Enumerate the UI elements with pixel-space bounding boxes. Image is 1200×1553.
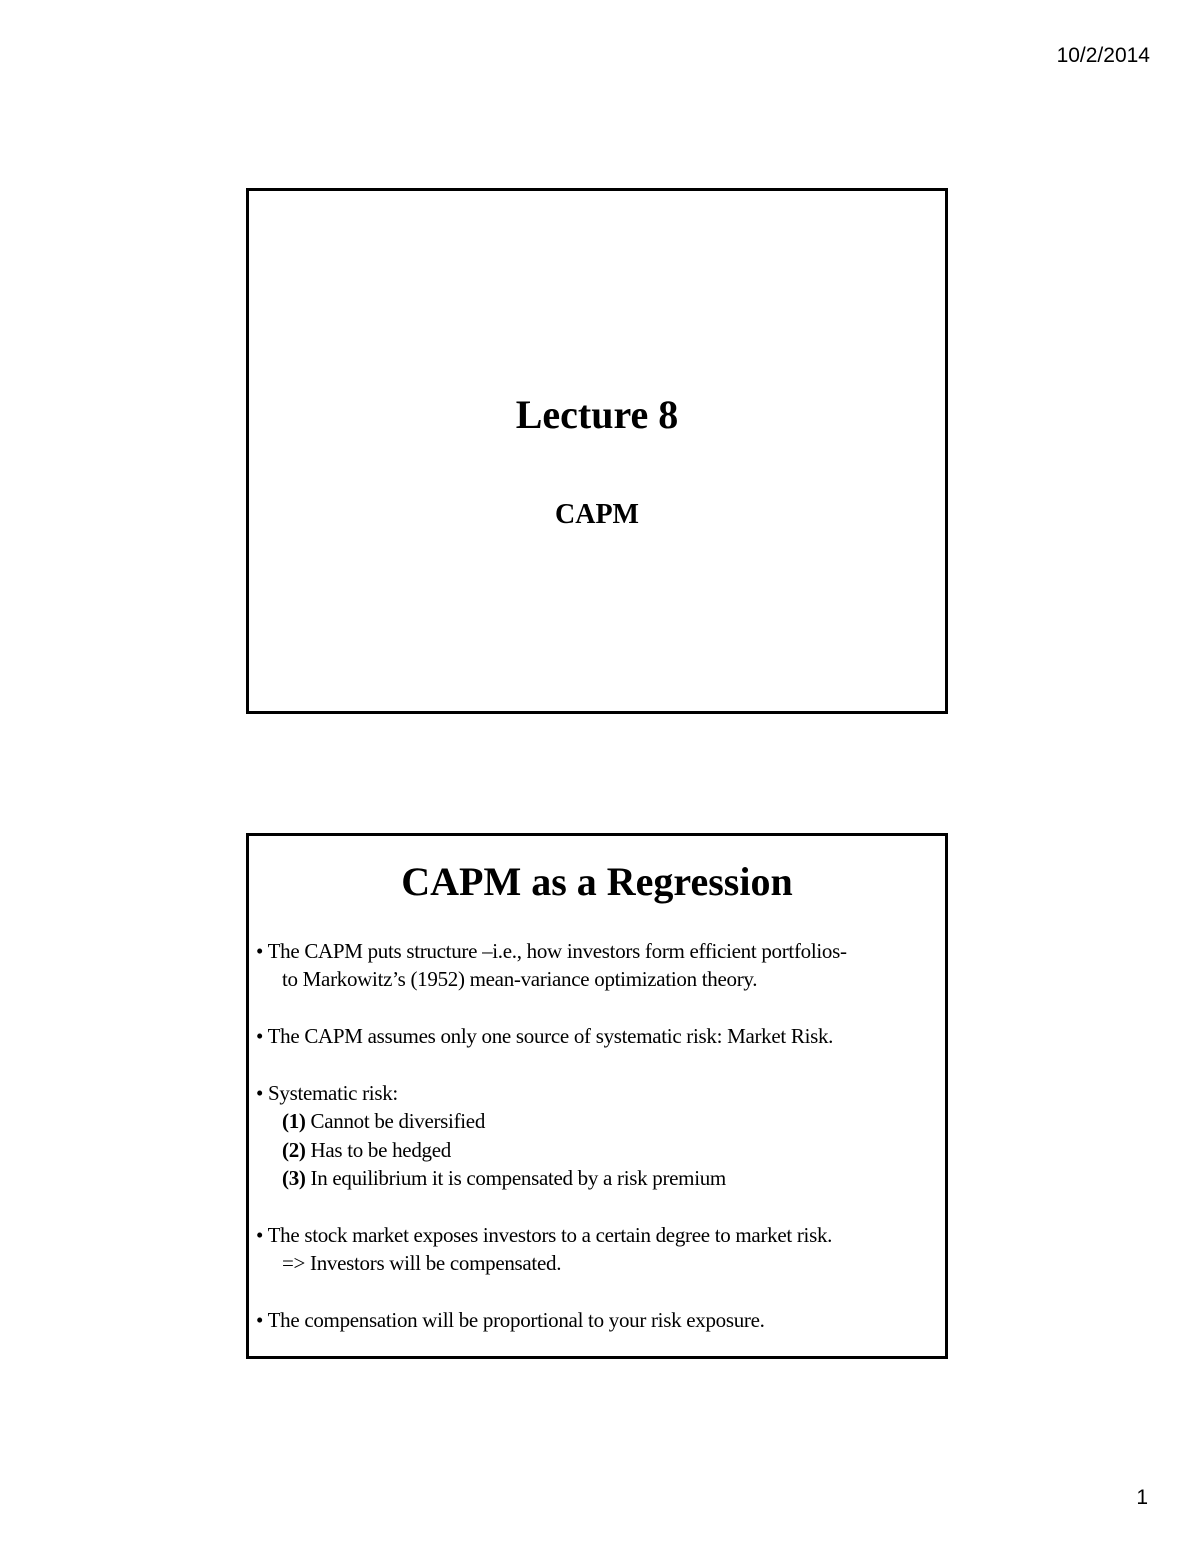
list-item-1 [256,1107,946,1135]
bullet-4-line-1: • The stock market exposes investors to a certain degree to market risk. [256,1222,833,1247]
list-item-2-number: (2) [282,1137,306,1162]
bullet-1-line-1: • The CAPM puts structure –i.e., how investors form efficient portfolios- [256,939,847,963]
slide-1-subtitle: CAPM [555,499,639,530]
list-item-2-text: Has to be hedged [305,1137,451,1162]
slide-title [246,188,948,714]
list-item-1-text: Cannot be diversified [305,1109,486,1134]
list-item-2 [256,1136,946,1164]
bullet-2: • The CAPM assumes only one source of systematic risk: Market Risk. [256,1024,834,1049]
list-item-3 [256,1164,946,1192]
bullet-1-line-2: to Markowitz’s (1952) mean-variance optimization theory. [282,967,758,992]
bullet-4-line-2: => Investors will be compensated. [282,1251,562,1276]
list-item-3-text: In equilibrium it is compensated by a risk premium [305,1166,726,1191]
list-item-3-number: (3) [282,1166,306,1191]
slide-2-title: CAPM as a Regression [401,859,793,904]
slide-capm-regression [246,833,948,1359]
bullet-3: • Systematic risk: [256,1080,398,1105]
slide-2-body [256,937,946,1334]
bullet-5: • The compensation will be proportional to your risk exposure. [256,1308,765,1333]
page-date: 10/2/2014 [1056,44,1150,67]
page-number: 1 [1136,1486,1148,1509]
list-item-1-number: (1) [282,1109,306,1134]
slide-1-title: Lecture 8 [515,392,679,437]
